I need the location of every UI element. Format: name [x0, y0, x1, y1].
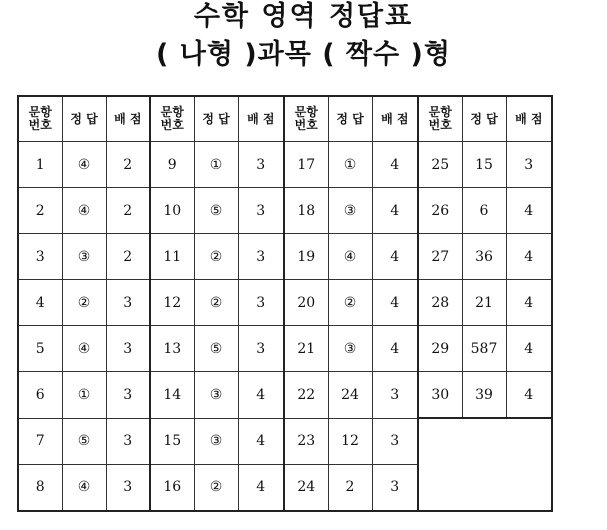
header-number-line2: 번호	[294, 118, 318, 132]
score-cell: 3	[106, 280, 150, 326]
question-number: 12	[150, 280, 194, 326]
table-row	[18, 418, 552, 464]
table-row	[18, 234, 552, 280]
question-number: 26	[418, 188, 462, 234]
page-title: 수학 영역 정답표	[193, 1, 414, 32]
header-number-line1: 문항	[160, 105, 184, 119]
score-cell: 2	[106, 142, 150, 188]
score-cell: 4	[238, 372, 284, 419]
answer-cell: ⑤	[194, 326, 238, 372]
answer-cell: 15	[462, 142, 506, 188]
score-cell: 4	[506, 326, 552, 372]
question-number: 3	[18, 234, 62, 280]
answer-cell: ①	[328, 142, 372, 188]
question-number: 24	[284, 464, 328, 511]
score-cell: 3	[506, 142, 552, 188]
question-number: 22	[284, 372, 328, 419]
score-cell: 4	[372, 326, 418, 372]
answer-cell: 36	[462, 234, 506, 280]
question-number: 14	[150, 372, 194, 419]
header-answer: 정 답	[328, 96, 372, 142]
answer-cell: 587	[462, 326, 506, 372]
question-number: 5	[18, 326, 62, 372]
score-cell: 4	[238, 418, 284, 464]
page-subtitle: ( 나형 )과목 ( 짝수 )형	[156, 39, 451, 70]
question-number: 28	[418, 280, 462, 326]
question-number: 23	[284, 418, 328, 464]
score-cell: 3	[238, 142, 284, 188]
answer-cell: ②	[194, 280, 238, 326]
score-cell: 3	[106, 326, 150, 372]
header-number-line2: 번호	[428, 118, 452, 132]
score-cell: 4	[372, 188, 418, 234]
answer-cell: ③	[62, 234, 106, 280]
score-cell: 3	[238, 188, 284, 234]
score-cell: 3	[238, 280, 284, 326]
question-number: 6	[18, 372, 62, 419]
empty-cell	[506, 418, 552, 464]
empty-cell	[418, 418, 462, 464]
answer-cell: ③	[194, 418, 238, 464]
header-number	[18, 96, 62, 142]
header-score: 배 점	[238, 96, 284, 142]
answer-cell: 21	[462, 280, 506, 326]
header-score: 배 점	[372, 96, 418, 142]
answer-cell: ③	[328, 326, 372, 372]
score-cell: 4	[506, 188, 552, 234]
question-number: 25	[418, 142, 462, 188]
answer-cell: ⑤	[194, 188, 238, 234]
question-number: 7	[18, 418, 62, 464]
header-number-line1: 문항	[28, 105, 52, 119]
answer-cell: ①	[62, 372, 106, 419]
answer-cell: ③	[328, 188, 372, 234]
question-number: 10	[150, 188, 194, 234]
header-score: 배 점	[506, 96, 552, 142]
score-cell: 3	[238, 326, 284, 372]
answer-cell: ②	[328, 280, 372, 326]
score-cell: 4	[506, 372, 552, 419]
table-row	[18, 188, 552, 234]
answer-cell: 2	[328, 464, 372, 511]
score-cell: 3	[372, 372, 418, 419]
question-number: 21	[284, 326, 328, 372]
answer-cell: 6	[462, 188, 506, 234]
header-number-line1: 문항	[428, 105, 452, 119]
question-number: 9	[150, 142, 194, 188]
answer-cell: ②	[62, 280, 106, 326]
answer-cell: ④	[62, 188, 106, 234]
table-row	[18, 372, 552, 419]
table-row	[18, 280, 552, 326]
question-number: 4	[18, 280, 62, 326]
answer-cell: ④	[62, 464, 106, 511]
answer-cell: ④	[62, 142, 106, 188]
answer-cell: 24	[328, 372, 372, 419]
empty-cell	[506, 464, 552, 511]
score-cell: 3	[106, 418, 150, 464]
answer-cell: ④	[328, 234, 372, 280]
table-row	[18, 326, 552, 372]
header-row	[18, 96, 552, 142]
empty-cell	[462, 418, 506, 464]
empty-cell	[418, 464, 462, 511]
header-number-line2: 번호	[28, 118, 52, 132]
answer-table	[17, 95, 553, 512]
score-cell: 4	[372, 142, 418, 188]
question-number: 13	[150, 326, 194, 372]
answer-cell: 39	[462, 372, 506, 419]
question-number: 17	[284, 142, 328, 188]
answer-cell: ③	[194, 372, 238, 419]
score-cell: 3	[372, 464, 418, 511]
question-number: 16	[150, 464, 194, 511]
score-cell: 4	[506, 280, 552, 326]
header-number	[418, 96, 462, 142]
question-number: 27	[418, 234, 462, 280]
score-cell: 4	[238, 464, 284, 511]
answer-cell: ②	[194, 464, 238, 511]
header-answer: 정 답	[462, 96, 506, 142]
empty-cell	[462, 464, 506, 511]
score-cell: 2	[106, 188, 150, 234]
question-number: 18	[284, 188, 328, 234]
header-number-line2: 번호	[160, 118, 184, 132]
question-number: 1	[18, 142, 62, 188]
header-number	[284, 96, 328, 142]
score-cell: 4	[372, 234, 418, 280]
score-cell: 4	[372, 280, 418, 326]
header-number-line1: 문항	[294, 105, 318, 119]
score-cell: 2	[106, 234, 150, 280]
question-number: 2	[18, 188, 62, 234]
score-cell: 3	[106, 464, 150, 511]
answer-cell: ④	[62, 326, 106, 372]
score-cell: 3	[372, 418, 418, 464]
score-cell: 3	[106, 372, 150, 419]
header-answer: 정 답	[194, 96, 238, 142]
question-number: 8	[18, 464, 62, 511]
answer-cell: ⑤	[62, 418, 106, 464]
answer-cell: 12	[328, 418, 372, 464]
header-number	[150, 96, 194, 142]
answer-cell: ①	[194, 142, 238, 188]
question-number: 15	[150, 418, 194, 464]
header-answer: 정 답	[62, 96, 106, 142]
table-row	[18, 464, 552, 511]
question-number: 20	[284, 280, 328, 326]
score-cell: 3	[238, 234, 284, 280]
table-row	[18, 142, 552, 188]
answer-cell: ②	[194, 234, 238, 280]
header-score: 배 점	[106, 96, 150, 142]
question-number: 29	[418, 326, 462, 372]
question-number: 19	[284, 234, 328, 280]
score-cell: 4	[506, 234, 552, 280]
question-number: 30	[418, 372, 462, 419]
question-number: 11	[150, 234, 194, 280]
